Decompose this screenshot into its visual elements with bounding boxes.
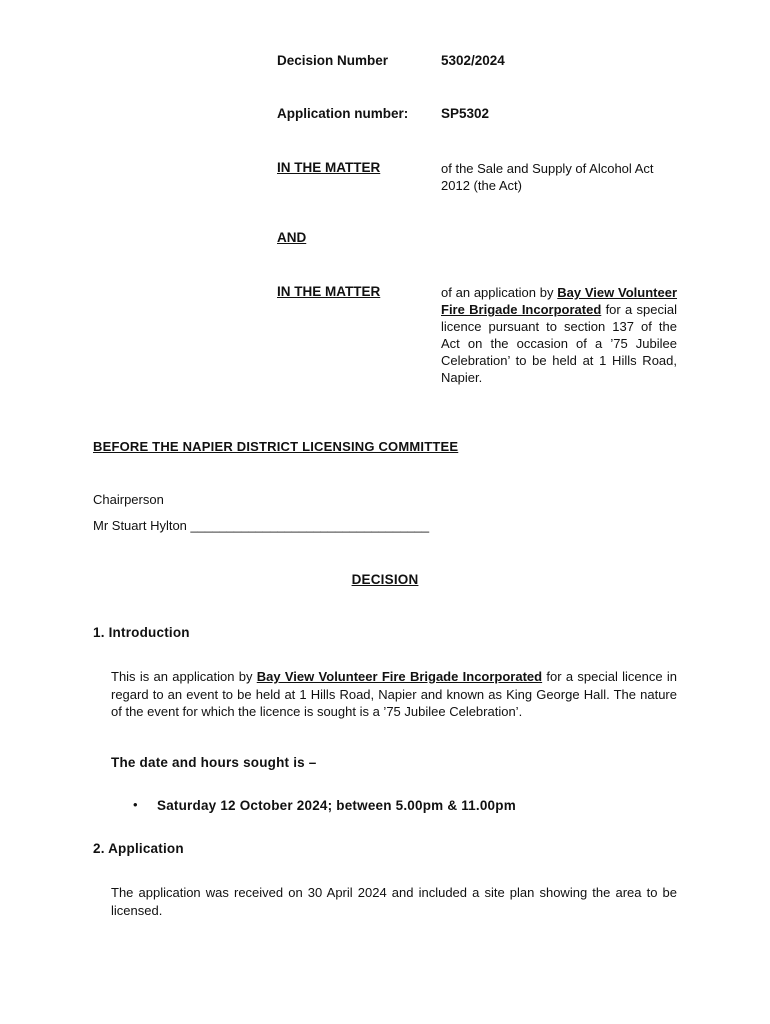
application-number-label: Application number: (277, 106, 409, 121)
matter-label-2: IN THE MATTER (277, 284, 381, 299)
matter-text-2 (441, 284, 677, 386)
application-paragraph: The application was received on 30 April 2024 and included a site plan showing the area to be licensed. (111, 885, 677, 918)
matter-label-1: IN THE MATTER (277, 160, 381, 175)
bullet-icon: • (133, 797, 138, 812)
matter-text-1: of the Sale and Supply of Alcohol Act 2012 (the Act) (441, 161, 654, 193)
section-heading-introduction: 1. Introduction (93, 625, 190, 640)
introduction-suffix: for a special licence in regard to an event to be held at 1 Hills Road, Napier and known as King George Hall. The nature of the event for which the licence is sought is a ’75 Jubilee Celebration’. (111, 669, 678, 719)
application-number-value: SP5302 (441, 106, 490, 121)
and-label: AND (277, 230, 307, 245)
committee-heading: BEFORE THE NAPIER DISTRICT LICENSING COMMITTEE (93, 439, 459, 454)
applicant-name: Bay View Volunteer Fire Brigade Incorporated (441, 285, 678, 317)
introduction-paragraph (111, 668, 677, 721)
decision-title: DECISION (351, 572, 419, 587)
chairperson-label: Chairperson (93, 492, 164, 507)
section-heading-application: 2. Application (93, 841, 184, 856)
introduction-applicant: Bay View Volunteer Fire Brigade Incorporated (256, 669, 543, 684)
decision-number-value: 5302/2024 (441, 53, 505, 68)
chairperson-name: Mr Stuart Hylton (93, 518, 187, 533)
chairperson-line (93, 518, 429, 533)
introduction-prefix: This is an application by (111, 669, 257, 684)
matter-text-2-suffix: for a special licence pursuant to section 137 of the Act on the occasion of a ’75 Jubilee Celebration’ to be held at 1 Hills Road, Napier. (441, 302, 678, 385)
date-hours-subheading: The date and hours sought is – (111, 755, 317, 770)
signature-line: _________________________________ (190, 518, 430, 533)
bullet-date-hours: Saturday 12 October 2024; between 5.00pm & 11.00pm (157, 798, 516, 813)
matter-text-2-prefix: of an application by (441, 285, 558, 300)
decision-number-label: Decision Number (277, 53, 389, 68)
